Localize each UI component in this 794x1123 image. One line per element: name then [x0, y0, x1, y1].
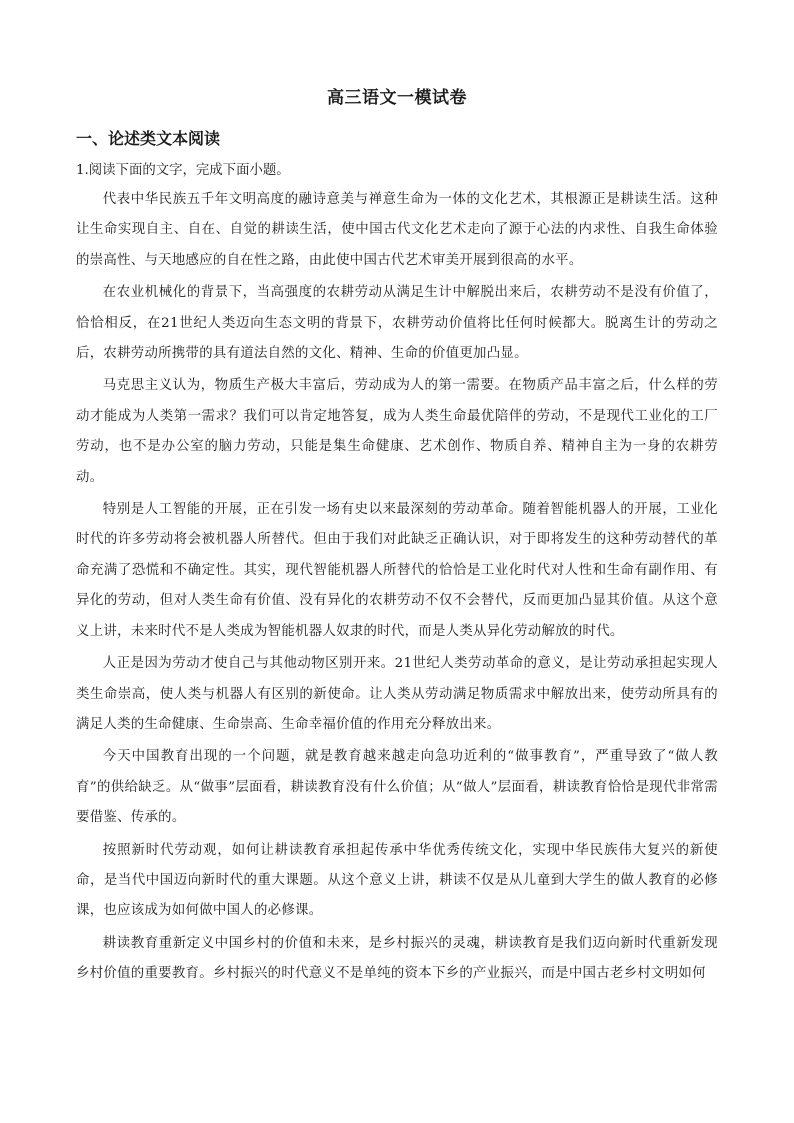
- passage-paragraph: 代表中华民族五千年文明高度的融诗意美与禅意生命为一体的文化艺术，其根源正是耕读生活。这种让生命实现自主、自在、自觉的耕读生活，使中国古代文化艺术走向了源于心法的内求性、自我生命体验的崇高性、与天地感应的自在性之路，由此使中国古代艺术审美开展到很高的水平。: [76, 192, 718, 268]
- passage-paragraph: 人正是因为劳动才使自己与其他动物区别开来。21世纪人类劳动革命的意义，是让劳动承担起实现人类生命崇高，使人类与机器人有区别的新使命。让人类从劳动满足物质需求中解放出来，使劳动所具有的满足人类的生命健康、生命崇高、生命幸福价值的作用充分释放出来。: [76, 656, 718, 732]
- section-heading: 一、论述类文本阅读: [76, 129, 221, 148]
- passage-paragraph: 马克思主义认为，物质生产极大丰富后，劳动成为人的第一需要。在物质产品丰富之后，什么样的劳动才能成为人类第一需求？我们可以肯定地答复，成为人类生命最优陪伴的劳动，不是现代工业化的工厂劳动，也不是办公室的脑力劳动，只能是集生命健康、艺术创作、物质自养、精神自主为一身的农耕劳动。: [76, 378, 718, 485]
- passage-paragraph: 按照新时代劳动观，如何让耕读教育承担起传承中华优秀传统文化，实现中华民族伟大复兴的新使命，是当代中国迈向新时代的重大课题。从这个意义上讲，耕读不仅是从儿童到大学生的做人教育的必修课，也应该成为如何做中国人的必修课。: [76, 842, 718, 919]
- passage-paragraph: 在农业机械化的背景下，当高强度的农耕劳动从满足生计中解脱出来后，农耕劳动不是没有价值了，恰恰相反，在21世纪人类迈向生态文明的背景下，农耕劳动价值将比任何时候都大。脱离生计的劳动之后，农耕劳动所携带的具有道法自然的文化、精神、生命的价值更加凸显。: [76, 285, 718, 362]
- passage-paragraph: 特别是人工智能的开展，正在引发一场有史以来最深刻的劳动革命。随着智能机器人的开展，工业化时代的许多劳动将会被机器人所替代。但由于我们对此缺乏正确认识，对于即将发生的这种劳动替代的革命充满了恐慌和不确定性。其实，现代智能机器人所替代的恰恰是工业化时代对人性和生命有副作用、有异化的劳动，但对人类生命有价值、没有异化的农耕劳动不仅不会替代，反而更加凸显其价值。从这个意义上讲，未来时代不是人类成为智能机器人奴隶的时代，而是人类从异化劳动解放的时代。: [76, 502, 718, 639]
- passage-paragraph: 耕读教育重新定义中国乡村的价值和未来，是乡村振兴的灵魂，耕读教育是我们迈向新时代重新发现乡村价值的重要教育。乡村振兴的时代意义不是单纯的资本下乡的产业振兴，而是中国古老乡村文明如何: [76, 935, 718, 982]
- question-prompt: 1.阅读下面的文字，完成下面小题。: [76, 163, 290, 178]
- reading-passage: [76, 185, 718, 992]
- page-title: 高三语文一模试卷: [327, 88, 467, 108]
- passage-paragraph: 今天中国教育出现的一个问题，就是教育越来越走向急功近利的“做事教育”，严重导致了“做人教育”的供给缺乏。从“做事”层面看，耕读教育没有什么价值；从“做人”层面看，耕读教育恰恰是现代非常需要借鉴、传承的。: [76, 749, 718, 826]
